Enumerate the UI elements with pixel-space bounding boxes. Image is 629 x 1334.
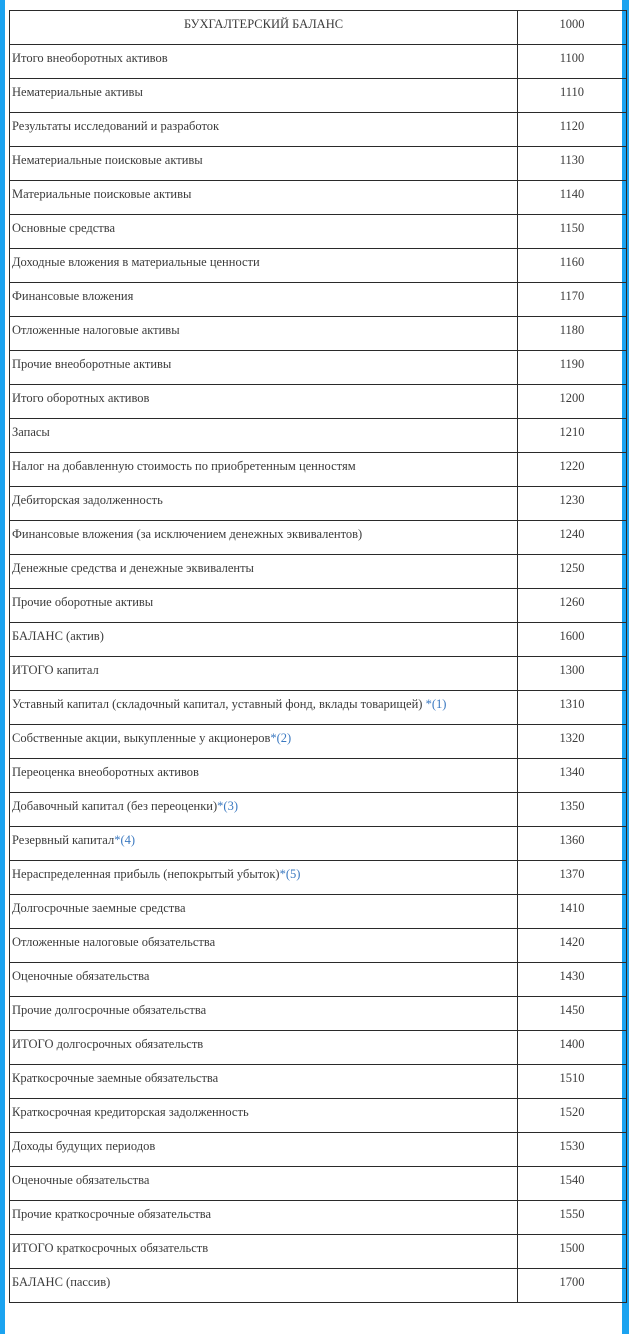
row-label-text: Денежные средства и денежные эквиваленты bbox=[12, 561, 254, 575]
row-label-text: ИТОГО долгосрочных обязательств bbox=[12, 1037, 204, 1051]
row-label bbox=[10, 385, 518, 419]
table-row bbox=[10, 759, 627, 793]
row-code: 1430 bbox=[518, 963, 627, 997]
row-code: 1120 bbox=[518, 113, 627, 147]
row-code: 1180 bbox=[518, 317, 627, 351]
row-code: 1500 bbox=[518, 1235, 627, 1269]
row-code: 1530 bbox=[518, 1133, 627, 1167]
row-label bbox=[10, 317, 518, 351]
row-label-text: Прочие оборотные активы bbox=[12, 595, 154, 609]
row-label-text: Резервный капитал bbox=[12, 833, 115, 847]
row-code: 1420 bbox=[518, 929, 627, 963]
row-code: 1130 bbox=[518, 147, 627, 181]
table-header-row bbox=[10, 11, 627, 45]
row-code: 1190 bbox=[518, 351, 627, 385]
row-label bbox=[10, 997, 518, 1031]
row-label-text: Доходы будущих периодов bbox=[12, 1139, 156, 1153]
row-label bbox=[10, 1133, 518, 1167]
row-label bbox=[10, 45, 518, 79]
row-label bbox=[10, 555, 518, 589]
row-label bbox=[10, 1065, 518, 1099]
row-code: 1250 bbox=[518, 555, 627, 589]
table-row bbox=[10, 1235, 627, 1269]
row-label-text: Переоценка внеоборотных активов bbox=[12, 765, 199, 779]
table-row bbox=[10, 487, 627, 521]
row-code: 1550 bbox=[518, 1201, 627, 1235]
row-code: 1310 bbox=[518, 691, 627, 725]
table-row bbox=[10, 1269, 627, 1303]
row-label-text: Налог на добавленную стоимость по приобретенным ценностям bbox=[12, 459, 356, 473]
table-row bbox=[10, 385, 627, 419]
table-row bbox=[10, 113, 627, 147]
row-code: 1140 bbox=[518, 181, 627, 215]
table-row bbox=[10, 725, 627, 759]
row-label-text: БАЛАНС (актив) bbox=[12, 629, 104, 643]
row-label bbox=[10, 419, 518, 453]
row-code: 1200 bbox=[518, 385, 627, 419]
row-label-text: Прочие внеоборотные активы bbox=[12, 357, 172, 371]
row-label-text: Уставный капитал (складочный капитал, уставный фонд, вклады товарищей) bbox=[12, 697, 426, 711]
row-label bbox=[10, 793, 518, 827]
row-label-text: Нераспределенная прибыль (непокрытый убыток) bbox=[12, 867, 280, 881]
footnote-link[interactable]: *(2) bbox=[270, 731, 292, 745]
table-row bbox=[10, 453, 627, 487]
table-row bbox=[10, 45, 627, 79]
row-label-text: Краткосрочные заемные обязательства bbox=[12, 1071, 219, 1085]
row-label-text: Дебиторская задолженность bbox=[12, 493, 163, 507]
row-label-text: Финансовые вложения bbox=[12, 289, 134, 303]
row-code: 1260 bbox=[518, 589, 627, 623]
table-row bbox=[10, 249, 627, 283]
row-label bbox=[10, 963, 518, 997]
row-label-text: Итого внеоборотных активов bbox=[12, 51, 168, 65]
row-label bbox=[10, 1269, 518, 1303]
row-label bbox=[10, 1167, 518, 1201]
table-row bbox=[10, 1065, 627, 1099]
table-row bbox=[10, 623, 627, 657]
row-label-text: Доходные вложения в материальные ценности bbox=[12, 255, 260, 269]
row-label-text: Прочие краткосрочные обязательства bbox=[12, 1207, 212, 1221]
table-row bbox=[10, 589, 627, 623]
row-label-text: Финансовые вложения (за исключением денежных эквивалентов) bbox=[12, 527, 363, 541]
table-row bbox=[10, 691, 627, 725]
row-code: 1510 bbox=[518, 1065, 627, 1099]
row-label bbox=[10, 147, 518, 181]
row-code: 1100 bbox=[518, 45, 627, 79]
table-row bbox=[10, 419, 627, 453]
table-row bbox=[10, 147, 627, 181]
row-label bbox=[10, 589, 518, 623]
table-row bbox=[10, 895, 627, 929]
row-label bbox=[10, 1235, 518, 1269]
row-label bbox=[10, 623, 518, 657]
row-label-text: Нематериальные поисковые активы bbox=[12, 153, 203, 167]
table-row bbox=[10, 79, 627, 113]
row-code: 1350 bbox=[518, 793, 627, 827]
table-row bbox=[10, 555, 627, 589]
row-code: 1160 bbox=[518, 249, 627, 283]
row-label bbox=[10, 929, 518, 963]
table-row bbox=[10, 317, 627, 351]
row-label-text: Результаты исследований и разработок bbox=[12, 119, 220, 133]
row-label-text: Запасы bbox=[12, 425, 50, 439]
row-code: 1450 bbox=[518, 997, 627, 1031]
row-label-text: Отложенные налоговые активы bbox=[12, 323, 180, 337]
table-row bbox=[10, 215, 627, 249]
table-row bbox=[10, 1099, 627, 1133]
row-code: 1210 bbox=[518, 419, 627, 453]
row-label bbox=[10, 691, 518, 725]
row-label bbox=[10, 725, 518, 759]
table-row bbox=[10, 521, 627, 555]
row-label bbox=[10, 487, 518, 521]
row-label-text: Оценочные обязательства bbox=[12, 1173, 150, 1187]
row-label bbox=[10, 181, 518, 215]
page-frame bbox=[5, 0, 622, 1334]
table-row bbox=[10, 1031, 627, 1065]
table-row bbox=[10, 1201, 627, 1235]
row-label bbox=[10, 759, 518, 793]
row-label-text: Нематериальные активы bbox=[12, 85, 143, 99]
row-label-text: Добавочный капитал (без переоценки) bbox=[12, 799, 218, 813]
row-label bbox=[10, 283, 518, 317]
table-row bbox=[10, 963, 627, 997]
balance-table bbox=[9, 10, 627, 1303]
footnote-link[interactable]: *(3) bbox=[217, 799, 238, 813]
table-row bbox=[10, 1167, 627, 1201]
row-code: 1600 bbox=[518, 623, 627, 657]
row-code: 1410 bbox=[518, 895, 627, 929]
table-row bbox=[10, 351, 627, 385]
footnote-link[interactable]: *(5) bbox=[279, 867, 301, 881]
row-code: 1370 bbox=[518, 861, 627, 895]
table-row bbox=[10, 861, 627, 895]
row-label-text: БАЛАНС (пассив) bbox=[12, 1275, 111, 1289]
table-title: БУХГАЛТЕРСКИЙ БАЛАНС bbox=[10, 11, 518, 45]
row-label-text: Итого оборотных активов bbox=[12, 391, 150, 405]
row-label-text: Основные средства bbox=[12, 221, 116, 235]
row-label-text: Собственные акции, выкупленные у акционеров bbox=[12, 731, 271, 745]
row-label-text: Оценочные обязательства bbox=[12, 969, 150, 983]
row-code: 1400 bbox=[518, 1031, 627, 1065]
row-label bbox=[10, 1031, 518, 1065]
table-row bbox=[10, 283, 627, 317]
row-code: 1230 bbox=[518, 487, 627, 521]
row-label-text: Долгосрочные заемные средства bbox=[12, 901, 186, 915]
row-code: 1520 bbox=[518, 1099, 627, 1133]
row-code: 1240 bbox=[518, 521, 627, 555]
table-row bbox=[10, 793, 627, 827]
row-label bbox=[10, 79, 518, 113]
row-label-text: Материальные поисковые активы bbox=[12, 187, 192, 201]
footnote-link[interactable]: *(1) bbox=[425, 697, 447, 711]
row-code: 1360 bbox=[518, 827, 627, 861]
row-label bbox=[10, 521, 518, 555]
row-code: 1170 bbox=[518, 283, 627, 317]
row-code: 1700 bbox=[518, 1269, 627, 1303]
row-code: 1110 bbox=[518, 79, 627, 113]
table-row bbox=[10, 929, 627, 963]
row-code: 1340 bbox=[518, 759, 627, 793]
row-code: 1150 bbox=[518, 215, 627, 249]
table-row bbox=[10, 1133, 627, 1167]
table-row bbox=[10, 827, 627, 861]
row-label bbox=[10, 1201, 518, 1235]
row-label bbox=[10, 861, 518, 895]
row-code: 1220 bbox=[518, 453, 627, 487]
table-title-code: 1000 bbox=[518, 11, 627, 45]
row-label-text: Отложенные налоговые обязательства bbox=[12, 935, 216, 949]
row-label bbox=[10, 1099, 518, 1133]
row-label-text: Прочие долгосрочные обязательства bbox=[12, 1003, 207, 1017]
row-label bbox=[10, 827, 518, 861]
row-label-text: ИТОГО капитал bbox=[12, 663, 99, 677]
row-label bbox=[10, 453, 518, 487]
table-row bbox=[10, 997, 627, 1031]
row-code: 1320 bbox=[518, 725, 627, 759]
row-code: 1300 bbox=[518, 657, 627, 691]
row-label bbox=[10, 249, 518, 283]
row-label-text: ИТОГО краткосрочных обязательств bbox=[12, 1241, 209, 1255]
footnote-link[interactable]: *(4) bbox=[114, 833, 136, 847]
table-row bbox=[10, 657, 627, 691]
row-label bbox=[10, 113, 518, 147]
row-label bbox=[10, 895, 518, 929]
table-row bbox=[10, 181, 627, 215]
row-code: 1540 bbox=[518, 1167, 627, 1201]
row-label bbox=[10, 215, 518, 249]
row-label bbox=[10, 657, 518, 691]
row-label bbox=[10, 351, 518, 385]
row-label-text: Краткосрочная кредиторская задолженность bbox=[12, 1105, 249, 1119]
